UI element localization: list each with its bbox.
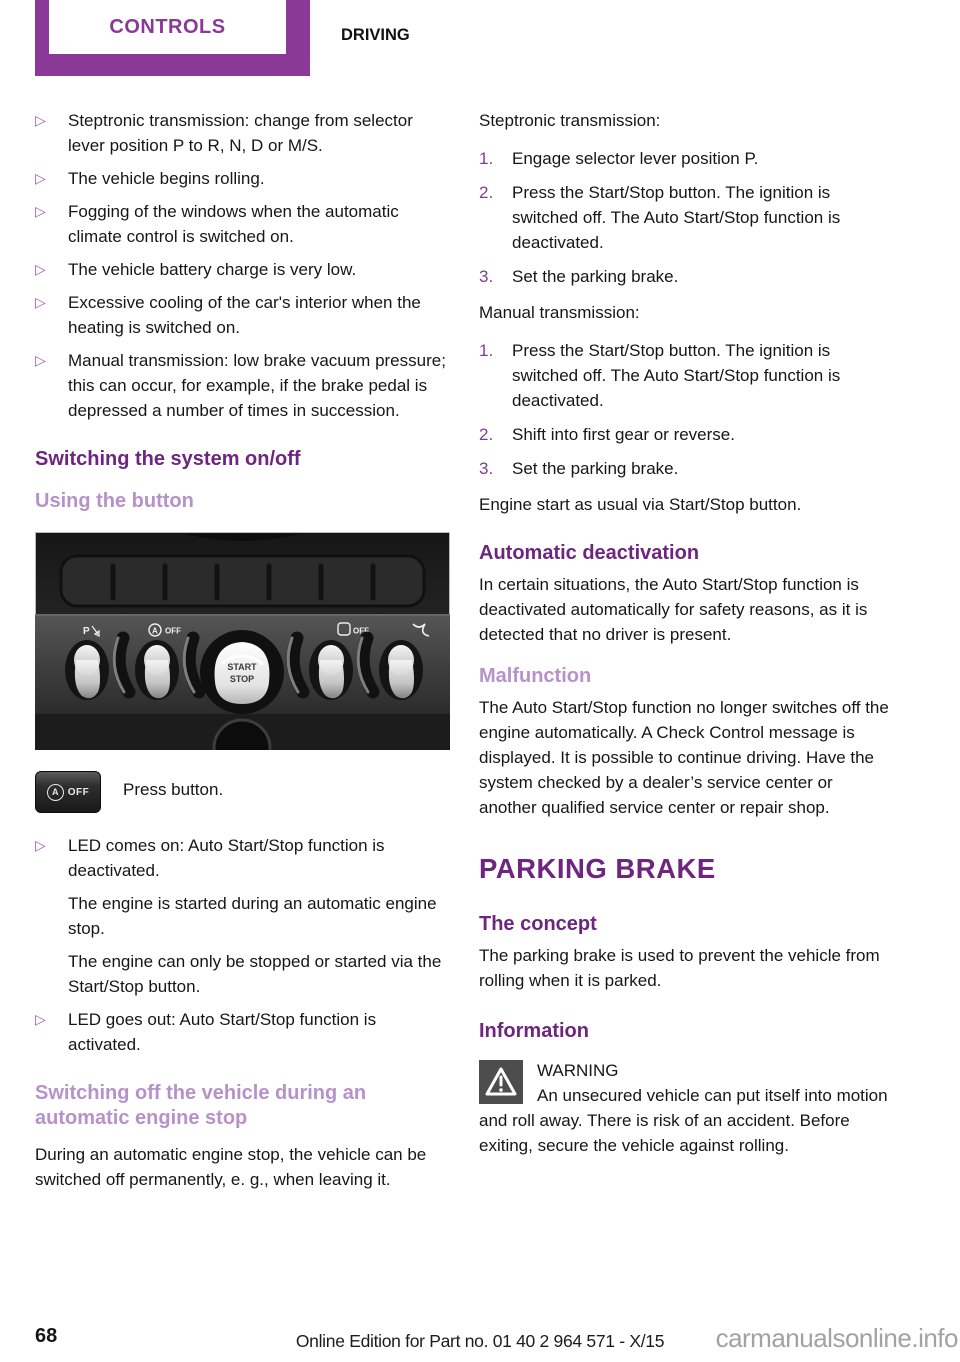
bullet-triangle-icon: ▷ bbox=[35, 203, 46, 219]
step-text: Press the Start/Stop button. The ignition is switched off. The Auto Start/Stop function is deactivated. bbox=[512, 183, 841, 252]
press-button-text: Press button. bbox=[123, 780, 224, 799]
list-item bbox=[35, 833, 450, 883]
chapter-title: DRIVING bbox=[341, 26, 410, 44]
page-number: 68 bbox=[35, 1325, 58, 1347]
heading-malfunction: Malfunction bbox=[479, 665, 592, 687]
left-column bbox=[35, 108, 450, 1192]
bullet-triangle-icon: ▷ bbox=[35, 352, 46, 368]
two-column-layout bbox=[0, 108, 960, 1192]
bullet-text: Excessive cooling of the car's interior when the heating is switched on. bbox=[68, 293, 421, 337]
step-number: 1. bbox=[479, 341, 494, 360]
manual-steps bbox=[479, 338, 895, 481]
step-number: 3. bbox=[479, 459, 494, 478]
list-item bbox=[35, 290, 450, 340]
list-item bbox=[479, 180, 895, 255]
step-text: Set the parking brake. bbox=[512, 459, 679, 478]
paragraph: The engine can only be stopped or started via the Start/Stop button. bbox=[68, 952, 442, 996]
paragraph: In certain situations, the Auto Start/Stop function is deactivated automatically for safety reasons, as it is detected that no driver is present. bbox=[479, 575, 868, 644]
paragraph: The Auto Start/Stop function no longer switches off the engine automatically. A Check Control message is displayed. It is possible to continue driving. Have the system checked by a dealer’s service center or another qualified service center or repair shop. bbox=[479, 698, 889, 817]
step-text: Set the parking brake. bbox=[512, 267, 679, 286]
paragraph: The engine is started during an automatic engine stop. bbox=[68, 894, 437, 938]
warning-box bbox=[479, 1056, 895, 1158]
list-item bbox=[35, 166, 450, 191]
start-stop-button-graphic bbox=[200, 630, 284, 714]
bullet-triangle-icon: ▷ bbox=[35, 1011, 46, 1027]
warning-triangle-icon bbox=[479, 1060, 523, 1104]
stop-label: STOP bbox=[229, 674, 255, 684]
steptronic-steps bbox=[479, 146, 895, 289]
circle-a-icon: A bbox=[47, 784, 64, 801]
heading-automatic-deactivation: Automatic deactivation bbox=[479, 542, 700, 564]
list-item bbox=[479, 456, 895, 481]
heading-switching-system: Switching the system on/off bbox=[35, 448, 301, 470]
right-column bbox=[479, 108, 895, 1192]
heading-using-button: Using the button bbox=[35, 490, 194, 512]
step-number: 3. bbox=[479, 267, 494, 286]
list-item bbox=[35, 348, 450, 423]
list-item bbox=[35, 199, 450, 249]
bullet-text: LED goes out: Auto Start/Stop function is activated. bbox=[68, 1010, 377, 1054]
off-label: OFF bbox=[67, 786, 90, 798]
list-item bbox=[479, 146, 895, 171]
bullet-triangle-icon: ▷ bbox=[35, 261, 46, 277]
dashboard-toggle-panel-image bbox=[35, 532, 450, 750]
paragraph: During an automatic engine stop, the vehicle can be switched off permanently, e. g., when leaving it. bbox=[35, 1145, 427, 1189]
watermark: carmanualsonline.info bbox=[715, 1323, 958, 1353]
bullet-triangle-icon: ▷ bbox=[35, 294, 46, 310]
section-tab bbox=[35, 0, 310, 76]
auto-startstop-off-label: OFF bbox=[165, 626, 181, 636]
bullet-text: The vehicle begins rolling. bbox=[68, 169, 265, 188]
list-item bbox=[35, 1007, 450, 1057]
step-text: Engage selector lever position P. bbox=[512, 149, 759, 168]
manual-label: Manual transmission: bbox=[479, 303, 640, 322]
press-button-instruction bbox=[35, 771, 450, 813]
bullet-text: Fogging of the windows when the automatic climate control is switched on. bbox=[68, 202, 399, 246]
section-title: CONTROLS bbox=[109, 15, 226, 38]
section-tab-inner bbox=[49, 0, 286, 54]
list-item bbox=[35, 257, 450, 282]
heading-the-concept: The concept bbox=[479, 913, 597, 935]
bullet-triangle-icon: ▷ bbox=[35, 170, 46, 186]
bullet-text: Steptronic transmission: change from selector lever position P to R, N, D or M/S. bbox=[68, 111, 413, 155]
steptronic-label: Steptronic transmission: bbox=[479, 111, 661, 130]
bullet-triangle-icon: ▷ bbox=[35, 112, 46, 128]
bullet-text: The vehicle battery charge is very low. bbox=[68, 260, 357, 279]
led-off-bullet-list bbox=[35, 1007, 450, 1057]
bullet-text: LED comes on: Auto Start/Stop function is deactivated. bbox=[68, 836, 385, 880]
heading-switching-off-vehicle: Switching off the vehicle during an automatic engine stop bbox=[35, 1082, 367, 1129]
dsc-off-label: OFF bbox=[353, 626, 369, 636]
edition-note: Online Edition for Part no. 01 40 2 964 571 - X/15 bbox=[295, 1331, 665, 1351]
warning-label: WARNING bbox=[537, 1061, 619, 1080]
heading-information: Information bbox=[479, 1020, 589, 1042]
warning-text: An unsecured vehicle can put itself into motion and roll away. There is risk of an accident. Before exiting, secure the vehicle against rolling. bbox=[479, 1086, 888, 1155]
paragraph: The parking brake is used to prevent the vehicle from rolling when it is parked. bbox=[479, 946, 880, 990]
step-number: 1. bbox=[479, 149, 494, 168]
start-label: START bbox=[227, 662, 257, 672]
step-text: Shift into first gear or reverse. bbox=[512, 425, 735, 444]
list-item bbox=[35, 108, 450, 158]
bullet-text: Manual transmission: low brake vacuum pressure; this can occur, for example, if the brake pedal is depressed a number of times in succession. bbox=[68, 351, 446, 420]
auto-startstop-letter: A bbox=[152, 626, 158, 636]
bullet-triangle-icon: ▷ bbox=[35, 837, 46, 853]
list-item bbox=[479, 264, 895, 289]
step-number: 2. bbox=[479, 183, 494, 202]
heading-parking-brake: PARKING BRAKE bbox=[479, 853, 716, 884]
step-text: Press the Start/Stop button. The ignition is switched off. The Auto Start/Stop function is deactivated. bbox=[512, 341, 841, 410]
page-header bbox=[0, 0, 960, 76]
step-number: 2. bbox=[479, 425, 494, 444]
auto-startstop-off-button-icon bbox=[35, 771, 101, 813]
engine-start-note: Engine start as usual via Start/Stop button. bbox=[479, 495, 802, 514]
list-item bbox=[479, 422, 895, 447]
condition-bullet-list bbox=[35, 108, 450, 423]
page-footer bbox=[0, 1314, 960, 1354]
list-item bbox=[479, 338, 895, 413]
led-bullet-list bbox=[35, 833, 450, 883]
parking-symbol-label: P bbox=[83, 626, 90, 637]
